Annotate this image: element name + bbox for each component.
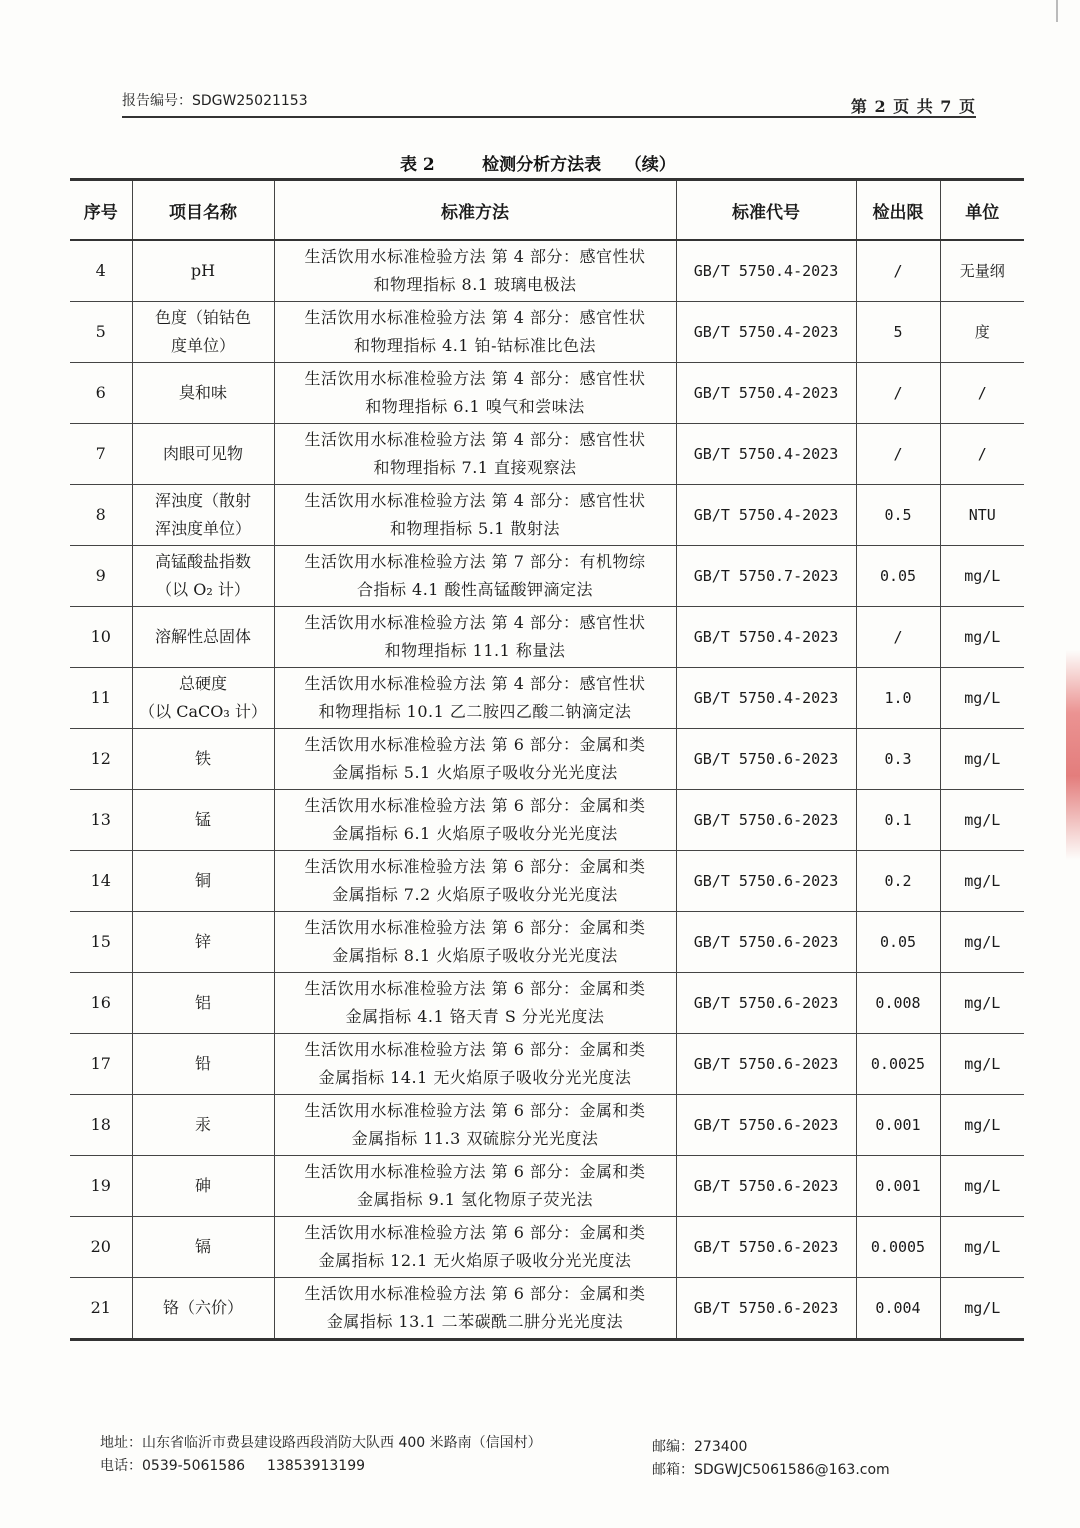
- unit: mg/L: [940, 1034, 1024, 1095]
- col-header-method: 标准方法: [274, 180, 676, 241]
- standard-method-line: 金属指标 12.1 无火焰原子吸收分光光度法: [318, 1251, 632, 1270]
- item-name: [132, 485, 274, 546]
- row-number: 7: [70, 424, 132, 485]
- unit: mg/L: [940, 790, 1024, 851]
- unit: mg/L: [940, 607, 1024, 668]
- standard-method: [274, 485, 676, 546]
- item-name: [132, 363, 274, 424]
- item-name-line: 浑浊度单位）: [154, 519, 251, 538]
- scan-edge-mark: [1056, 0, 1058, 22]
- row-number: 4: [70, 240, 132, 302]
- item-name-line: （以 CaCO₃ 计）: [139, 702, 267, 721]
- item-name: [132, 668, 274, 729]
- standard-method: [274, 1034, 676, 1095]
- row-number: 9: [70, 546, 132, 607]
- standard-code: GB/T 5750.4-2023: [676, 363, 856, 424]
- method-table: [70, 178, 1024, 1341]
- unit: /: [940, 363, 1024, 424]
- table-row: [70, 302, 1024, 363]
- standard-method-line: 金属指标 4.1 铬天青 S 分光光度法: [345, 1007, 605, 1026]
- detection-limit: 0.001: [856, 1156, 940, 1217]
- item-name-line: （以 O₂ 计）: [156, 580, 250, 599]
- footer-phone2: 13853913199: [267, 1458, 366, 1474]
- detection-limit: 0.001: [856, 1095, 940, 1156]
- standard-method-line: 生活饮用水标准检验方法 第 4 部分：感官性状: [304, 369, 646, 388]
- standard-method: [274, 1156, 676, 1217]
- row-number: 16: [70, 973, 132, 1034]
- standard-method-line: 生活饮用水标准检验方法 第 6 部分：金属和类: [304, 1162, 646, 1181]
- standard-method-line: 生活饮用水标准检验方法 第 4 部分：感官性状: [304, 613, 646, 632]
- col-header-no: 序号: [70, 180, 132, 241]
- standard-method-line: 和物理指标 4.1 铂-钴标准比色法: [353, 336, 597, 355]
- standard-method-line: 金属指标 5.1 火焰原子吸收分光光度法: [332, 763, 618, 782]
- standard-code: GB/T 5750.6-2023: [676, 912, 856, 973]
- standard-method-line: 金属指标 7.2 火焰原子吸收分光光度法: [332, 885, 618, 904]
- standard-method-line: 生活饮用水标准检验方法 第 6 部分：金属和类: [304, 1101, 646, 1120]
- standard-code: GB/T 5750.6-2023: [676, 973, 856, 1034]
- detection-limit: /: [856, 240, 940, 302]
- col-header-code: 标准代号: [676, 180, 856, 241]
- row-number: 11: [70, 668, 132, 729]
- item-name-line: 锰: [194, 810, 211, 829]
- item-name-line: 铅: [194, 1054, 211, 1073]
- standard-method-line: 生活饮用水标准检验方法 第 6 部分：金属和类: [304, 1040, 646, 1059]
- standard-method-line: 生活饮用水标准检验方法 第 4 部分：感官性状: [304, 308, 646, 327]
- item-name-line: 铁: [194, 749, 211, 768]
- item-name-line: 铬（六价）: [162, 1298, 243, 1317]
- report-number: 报告编号：SDGW25021153: [122, 93, 308, 109]
- standard-method-line: 金属指标 8.1 火焰原子吸收分光光度法: [332, 946, 618, 965]
- standard-code: GB/T 5750.4-2023: [676, 485, 856, 546]
- table-header-row: [70, 180, 1024, 241]
- table-row: [70, 1034, 1024, 1095]
- standard-method: [274, 912, 676, 973]
- standard-method: [274, 1278, 676, 1340]
- table-row: [70, 1095, 1024, 1156]
- item-name-line: 铝: [194, 993, 211, 1012]
- unit: mg/L: [940, 1217, 1024, 1278]
- detection-limit: 5: [856, 302, 940, 363]
- table-row: [70, 729, 1024, 790]
- footer-postcode: 邮编：273400: [652, 1439, 748, 1455]
- table-row: [70, 668, 1024, 729]
- standard-method-line: 合指标 4.1 酸性高锰酸钾滴定法: [356, 580, 594, 599]
- row-number: 14: [70, 851, 132, 912]
- seal-stamp-edge: [1066, 650, 1080, 860]
- item-name: [132, 790, 274, 851]
- standard-method: [274, 424, 676, 485]
- standard-method-line: 金属指标 11.3 双硫腙分光光度法: [351, 1129, 599, 1148]
- table-row: [70, 546, 1024, 607]
- standard-method-line: 和物理指标 6.1 嗅气和尝味法: [365, 397, 585, 416]
- unit: mg/L: [940, 1095, 1024, 1156]
- detection-limit: 0.0005: [856, 1217, 940, 1278]
- unit: mg/L: [940, 1156, 1024, 1217]
- item-name-line: 色度（铂钴色: [154, 308, 251, 327]
- detection-limit: 0.2: [856, 851, 940, 912]
- footer-email: 邮箱：SDGWJC5061586@163.com: [652, 1462, 890, 1478]
- detection-limit: 0.008: [856, 973, 940, 1034]
- item-name: [132, 1217, 274, 1278]
- item-name-line: 溶解性总固体: [154, 627, 251, 646]
- unit: NTU: [940, 485, 1024, 546]
- standard-method-line: 生活饮用水标准检验方法 第 4 部分：感官性状: [304, 430, 646, 449]
- standard-method-line: 生活饮用水标准检验方法 第 6 部分：金属和类: [304, 918, 646, 937]
- item-name-line: 总硬度: [178, 674, 227, 693]
- standard-method: [274, 851, 676, 912]
- row-number: 19: [70, 1156, 132, 1217]
- footer-address: 地址：山东省临沂市费县建设路西段消防大队西 400 米路南（信国村）: [100, 1435, 542, 1451]
- item-name-line: 高锰酸盐指数: [154, 552, 251, 571]
- unit: /: [940, 424, 1024, 485]
- table-row: [70, 973, 1024, 1034]
- item-name-line: 铜: [194, 871, 211, 890]
- col-header-unit: 单位: [940, 180, 1024, 241]
- detection-limit: 0.05: [856, 912, 940, 973]
- standard-method-line: 和物理指标 8.1 玻璃电极法: [373, 275, 577, 294]
- item-name: [132, 1278, 274, 1340]
- standard-code: GB/T 5750.4-2023: [676, 240, 856, 302]
- row-number: 8: [70, 485, 132, 546]
- col-header-item: 项目名称: [132, 180, 274, 241]
- table-row: [70, 607, 1024, 668]
- row-number: 13: [70, 790, 132, 851]
- unit: mg/L: [940, 912, 1024, 973]
- item-name-line: 砷: [194, 1176, 211, 1195]
- item-name: [132, 424, 274, 485]
- unit: 度: [940, 302, 1024, 363]
- standard-code: GB/T 5750.4-2023: [676, 668, 856, 729]
- standard-code: GB/T 5750.4-2023: [676, 607, 856, 668]
- table-row: [70, 851, 1024, 912]
- detection-limit: 0.3: [856, 729, 940, 790]
- standard-method: [274, 363, 676, 424]
- item-name: [132, 851, 274, 912]
- row-number: 5: [70, 302, 132, 363]
- item-name-line: 肉眼可见物: [162, 444, 243, 463]
- table-row: [70, 1156, 1024, 1217]
- unit: mg/L: [940, 851, 1024, 912]
- standard-method-line: 生活饮用水标准检验方法 第 6 部分：金属和类: [304, 857, 646, 876]
- standard-method: [274, 729, 676, 790]
- table-row: [70, 363, 1024, 424]
- standard-method-line: 和物理指标 10.1 乙二胺四乙酸二钠滴定法: [318, 702, 632, 721]
- row-number: 21: [70, 1278, 132, 1340]
- standard-code: GB/T 5750.7-2023: [676, 546, 856, 607]
- standard-method-line: 生活饮用水标准检验方法 第 4 部分：感官性状: [304, 491, 646, 510]
- detection-limit: 0.004: [856, 1278, 940, 1340]
- unit: mg/L: [940, 1278, 1024, 1340]
- row-number: 18: [70, 1095, 132, 1156]
- table-row: [70, 424, 1024, 485]
- item-name-line: 度单位）: [170, 336, 235, 355]
- row-number: 6: [70, 363, 132, 424]
- detection-limit: 0.0025: [856, 1034, 940, 1095]
- standard-method-line: 和物理指标 5.1 散射法: [389, 519, 561, 538]
- item-name: [132, 729, 274, 790]
- standard-method-line: 金属指标 14.1 无火焰原子吸收分光光度法: [318, 1068, 632, 1087]
- page-header: [122, 86, 976, 118]
- detection-limit: /: [856, 424, 940, 485]
- row-number: 10: [70, 607, 132, 668]
- item-name: [132, 1095, 274, 1156]
- detection-limit: 0.5: [856, 485, 940, 546]
- standard-code: GB/T 5750.6-2023: [676, 729, 856, 790]
- table-row: [70, 1217, 1024, 1278]
- standard-code: GB/T 5750.6-2023: [676, 1095, 856, 1156]
- standard-method-line: 生活饮用水标准检验方法 第 6 部分：金属和类: [304, 1223, 646, 1242]
- standard-method: [274, 607, 676, 668]
- row-number: 15: [70, 912, 132, 973]
- item-name-line: 臭和味: [178, 383, 227, 402]
- detection-limit: /: [856, 607, 940, 668]
- item-name-line: 镉: [194, 1237, 211, 1256]
- row-number: 17: [70, 1034, 132, 1095]
- standard-code: GB/T 5750.6-2023: [676, 1278, 856, 1340]
- row-number: 12: [70, 729, 132, 790]
- item-name: [132, 302, 274, 363]
- item-name: [132, 973, 274, 1034]
- standard-code: GB/T 5750.6-2023: [676, 1156, 856, 1217]
- table-title: 表 2 检测分析方法表 （续）: [400, 155, 676, 175]
- unit: mg/L: [940, 546, 1024, 607]
- table-row: [70, 912, 1024, 973]
- item-name-line: 汞: [194, 1115, 211, 1134]
- standard-method-line: 生活饮用水标准检验方法 第 6 部分：金属和类: [304, 979, 646, 998]
- unit: 无量纲: [940, 240, 1024, 302]
- item-name: [132, 1034, 274, 1095]
- table-row: [70, 1278, 1024, 1340]
- standard-code: GB/T 5750.4-2023: [676, 302, 856, 363]
- standard-method-line: 生活饮用水标准检验方法 第 6 部分：金属和类: [304, 1284, 646, 1303]
- standard-method-line: 生活饮用水标准检验方法 第 6 部分：金属和类: [304, 735, 646, 754]
- col-header-limit: 检出限: [856, 180, 940, 241]
- standard-method: [274, 546, 676, 607]
- unit: mg/L: [940, 729, 1024, 790]
- standard-method-line: 生活饮用水标准检验方法 第 4 部分：感官性状: [304, 247, 646, 266]
- standard-method-line: 和物理指标 11.1 称量法: [384, 641, 566, 660]
- standard-method-line: 金属指标 13.1 二苯碳酰二肼分光光度法: [326, 1312, 624, 1331]
- standard-method: [274, 302, 676, 363]
- standard-method-line: 生活饮用水标准检验方法 第 4 部分：感官性状: [304, 674, 646, 693]
- table-row: [70, 240, 1024, 302]
- standard-method-line: 生活饮用水标准检验方法 第 6 部分：金属和类: [304, 796, 646, 815]
- standard-method-line: 金属指标 9.1 氢化物原子荧光法: [356, 1190, 594, 1209]
- item-name: [132, 240, 274, 302]
- detection-limit: 1.0: [856, 668, 940, 729]
- detection-limit: /: [856, 363, 940, 424]
- item-name: [132, 607, 274, 668]
- detection-limit: 0.05: [856, 546, 940, 607]
- unit: mg/L: [940, 668, 1024, 729]
- standard-method-line: 生活饮用水标准检验方法 第 7 部分：有机物综: [304, 552, 646, 571]
- item-name: [132, 912, 274, 973]
- item-name-line: 锌: [194, 932, 211, 951]
- unit: mg/L: [940, 973, 1024, 1034]
- standard-method-line: 和物理指标 7.1 直接观察法: [373, 458, 577, 477]
- item-name: [132, 546, 274, 607]
- item-name: [132, 1156, 274, 1217]
- standard-method: [274, 1095, 676, 1156]
- standard-method: [274, 1217, 676, 1278]
- standard-method: [274, 240, 676, 302]
- table-row: [70, 790, 1024, 851]
- footer-phone-line: [100, 1455, 365, 1475]
- item-name-line: pH: [190, 261, 216, 280]
- footer-phone: 电话：0539-5061586: [100, 1458, 246, 1474]
- item-name-line: 浑浊度（散射: [154, 491, 251, 510]
- standard-method-line: 金属指标 6.1 火焰原子吸收分光光度法: [332, 824, 618, 843]
- standard-code: GB/T 5750.6-2023: [676, 851, 856, 912]
- detection-limit: 0.1: [856, 790, 940, 851]
- standard-code: GB/T 5750.6-2023: [676, 1034, 856, 1095]
- standard-method: [274, 668, 676, 729]
- standard-code: GB/T 5750.6-2023: [676, 1217, 856, 1278]
- page-count: 第 2 页 共 7 页: [850, 97, 976, 116]
- standard-code: GB/T 5750.4-2023: [676, 424, 856, 485]
- standard-method: [274, 973, 676, 1034]
- standard-method: [274, 790, 676, 851]
- row-number: 20: [70, 1217, 132, 1278]
- standard-code: GB/T 5750.6-2023: [676, 790, 856, 851]
- table-row: [70, 485, 1024, 546]
